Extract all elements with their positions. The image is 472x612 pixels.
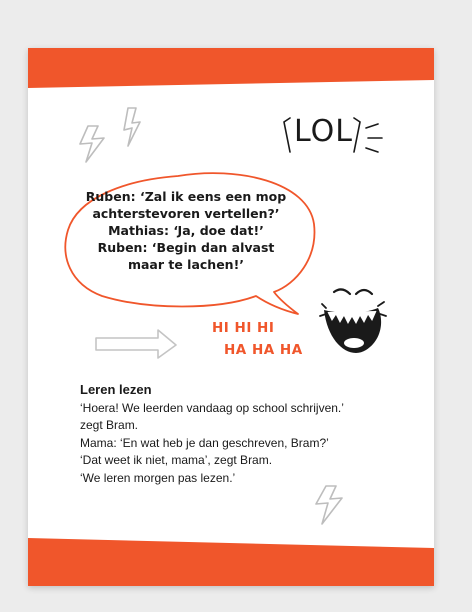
dialogue-line: Ruben: ‘Zal ik eens een mop bbox=[85, 189, 287, 204]
bottom-orange-band bbox=[28, 538, 434, 586]
story-line: ‘Dat weet ik niet, mama’, zegt Bram. bbox=[80, 453, 273, 467]
lol-text: LOL bbox=[294, 114, 353, 149]
laugh-text-hi: HI HI HI bbox=[212, 320, 275, 336]
joke-dialogue bbox=[76, 188, 296, 273]
dialogue-line: achterstevoren vertellen?’ bbox=[92, 206, 280, 221]
laugh-text-ha: HA HA HA bbox=[224, 342, 303, 358]
lightning-bolt-icon bbox=[124, 108, 140, 146]
story-line: ‘Hoera! We leerden vandaag op school schrijven.’ bbox=[80, 400, 344, 415]
lightning-bolt-icon bbox=[316, 486, 342, 524]
dialogue-line: maar te lachen!’ bbox=[127, 257, 245, 272]
illustration-layer bbox=[28, 48, 434, 586]
arrow-right-icon bbox=[96, 330, 176, 358]
dialogue-line: Mathias: ‘Ja, doe dat!’ bbox=[108, 223, 264, 238]
lightning-bolt-icon bbox=[80, 126, 104, 162]
laughing-face-icon bbox=[320, 289, 386, 353]
story-heading: Leren lezen bbox=[80, 382, 152, 397]
dialogue-line: Ruben: ‘Begin dan alvast bbox=[97, 240, 275, 255]
story-section bbox=[80, 381, 420, 487]
story-line: Mama: ‘En wat heb je dan geschreven, Bram?’ bbox=[80, 435, 329, 450]
story-line: ‘We leren morgen pas lezen.’ bbox=[80, 470, 236, 485]
story-line: zegt Bram. bbox=[80, 418, 139, 432]
joke-page bbox=[28, 48, 434, 586]
